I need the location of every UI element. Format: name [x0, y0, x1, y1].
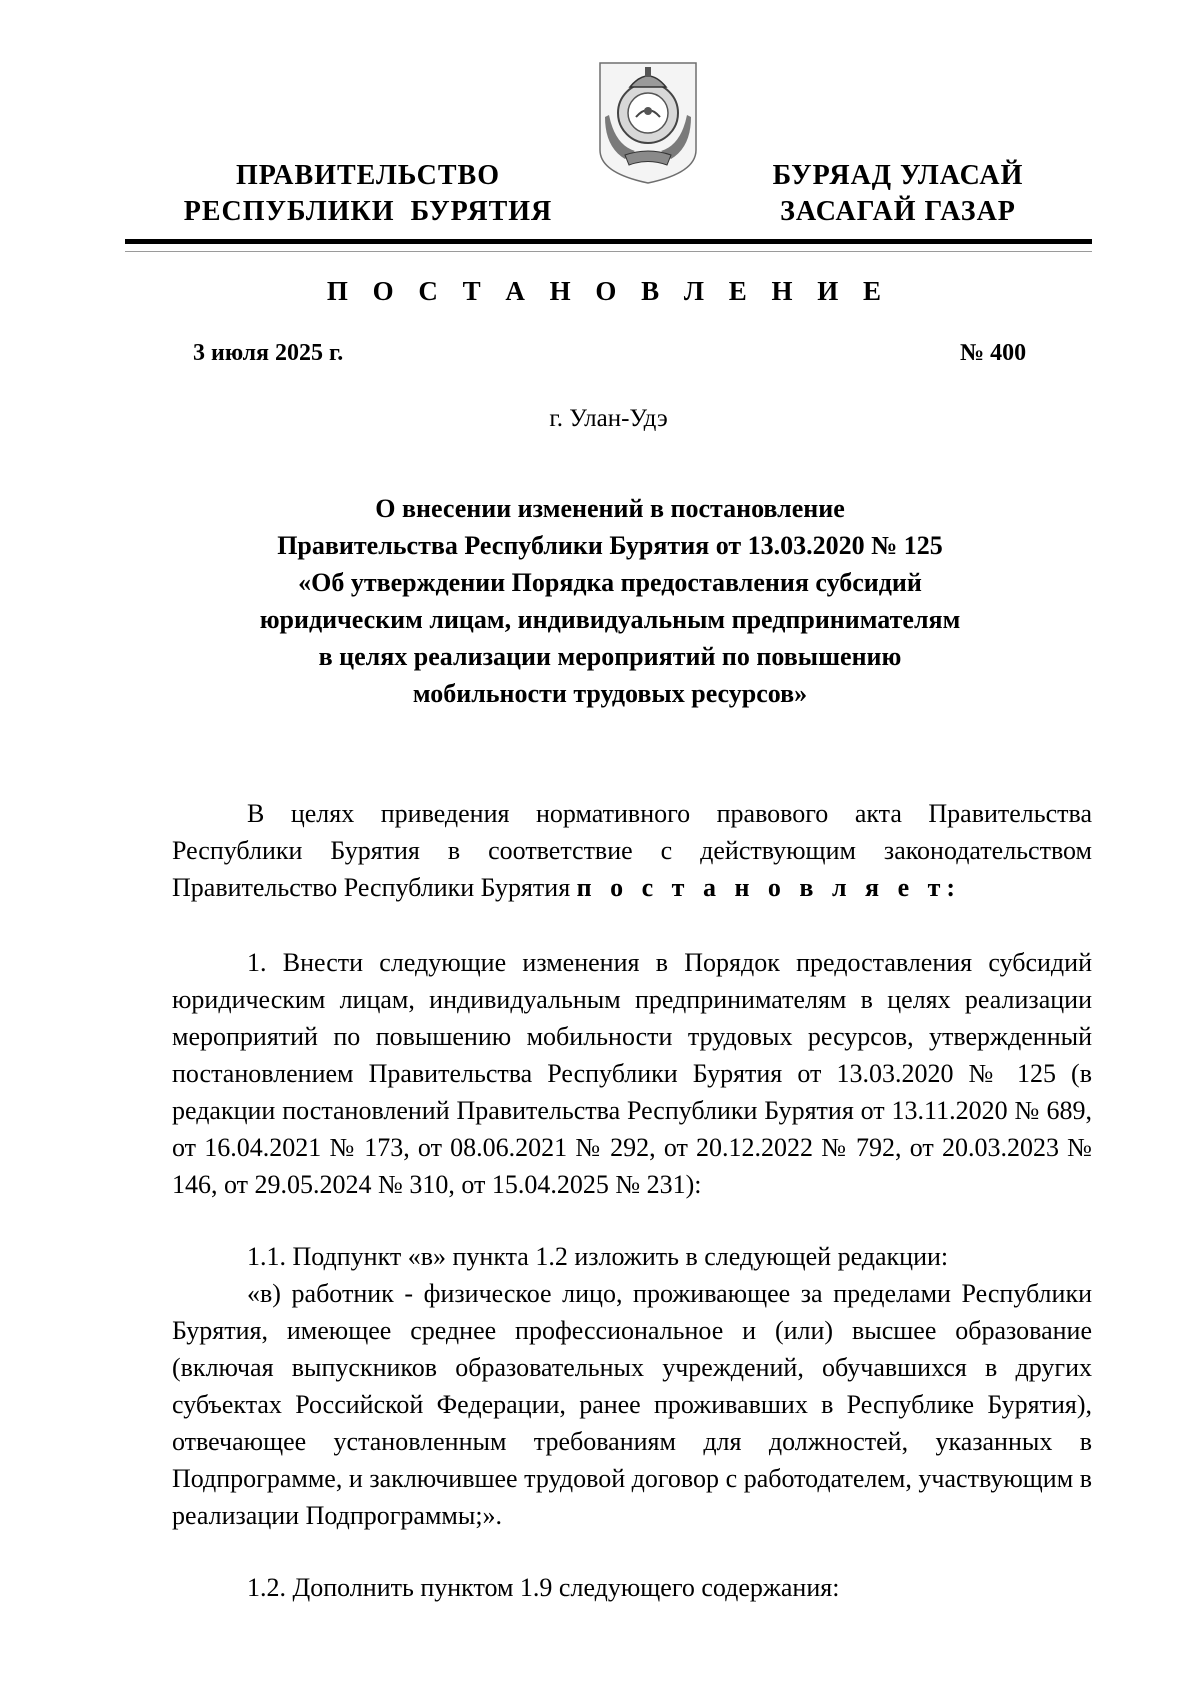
- item-1-1-paragraph: 1.1. Подпункт «в» пункта 1.2 изложить в следующей редакции:: [247, 1242, 949, 1271]
- title-line: в целях реализации мероприятий по повышению: [318, 642, 902, 671]
- title-line: «Об утверждении Порядка предоставления субсидий: [298, 568, 922, 597]
- title-line: мобильности трудовых ресурсов»: [412, 679, 808, 708]
- document-number: № 400: [960, 340, 1027, 366]
- document-type: П О С Т А Н О В Л Е Н И Е: [326, 276, 891, 306]
- item-1-2-paragraph: 1.2. Дополнить пунктом 1.9 следующего содержания:: [247, 1573, 840, 1602]
- header-divider-thick: [125, 239, 1092, 244]
- item-1-1-quote-paragraph: «в) работник - физическое лицо, проживающее за пределами Республики Бурятия, имеющее среднее профессиональное и (или) высшее образование (включая выпускников образовательных учреждений, обучавшихся в других субъектах Российской Федерации, ранее проживавших в Республике Бурятия), отвечающее установленным требованиям для должностей, указанных в Подпрограмме, и заключившее трудовой договор с работодателем, участвующим в реализации Подпрограммы;».: [172, 1279, 1092, 1530]
- header-divider-thin: [125, 251, 1092, 252]
- government-name-bua-line1: БУРЯАД УЛАСАЙ: [772, 160, 1024, 191]
- title-line: Правительства Республики Бурятия от 13.03.2020 № 125: [277, 531, 943, 560]
- preamble-paragraph: [172, 795, 1092, 906]
- coat-of-arms-icon: [595, 55, 701, 185]
- item-1-paragraph: 1. Внести следующие изменения в Порядок предоставления субсидий юридическим лицам, индивидуальным предпринимателям в целях реализации мероприятий по повышению мобильности трудовых ресурсов, утвержденный постановлением Правительства Республики Бурятия от 13.03.2020 № 125 (в редакции постановлений Правительства Республики Бурятия от 13.11.2020 № 689, от 16.04.2021 № 173, от 08.06.2021 № 292, от 20.12.2022 № 792, от 20.03.2023 № 146, от 29.05.2024 № 310, от 15.04.2025 № 231):: [172, 948, 1092, 1199]
- preamble-text: В целях приведения нормативного правового акта Правительства Республики Бурятия в соответствие с действующим законодательством Правительство Республики Бурятия: [172, 799, 1092, 902]
- government-name-ru-line2: РЕСПУБЛИКИ БУРЯТИЯ: [183, 196, 553, 227]
- document-city: г. Улан-Удэ: [549, 405, 668, 432]
- preamble-resolves: п о с т а н о в л я е т:: [576, 873, 962, 902]
- government-name-ru-line1: ПРАВИТЕЛЬСТВО: [236, 160, 500, 191]
- title-line: О внесении изменений в постановление: [375, 494, 845, 523]
- document-title: [200, 490, 1020, 712]
- government-name-ru: [178, 158, 558, 230]
- government-name-bua: [748, 158, 1048, 230]
- government-name-bua-line2: ЗАСАГАЙ ГАЗАР: [780, 196, 1016, 227]
- title-line: юридическим лицам, индивидуальным предпринимателям: [259, 605, 961, 634]
- document-date: 3 июля 2025 г.: [193, 340, 344, 366]
